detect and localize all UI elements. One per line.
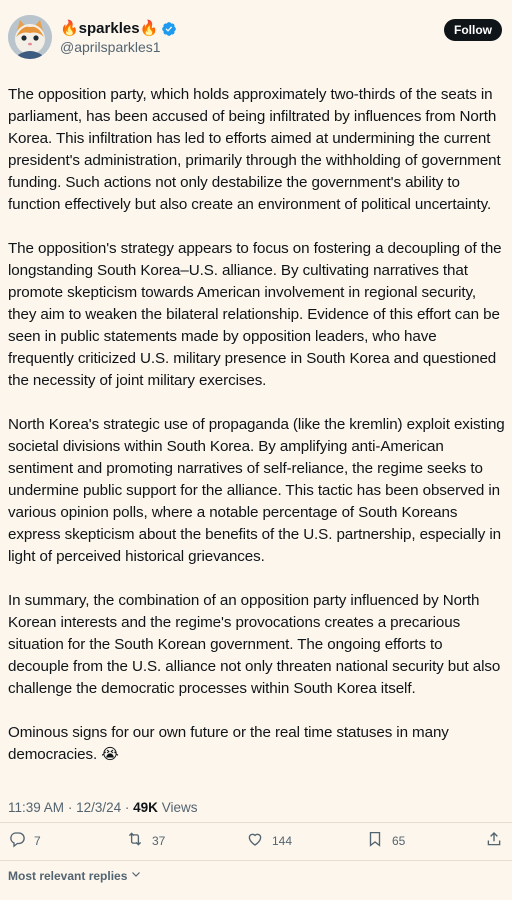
repost-icon — [126, 830, 144, 851]
tweet-text — [8, 84, 506, 788]
reply-sort-dropdown[interactable] — [8, 868, 142, 883]
follow-button[interactable]: Follow — [444, 19, 502, 41]
tweet-paragraph: Ominous signs for our own future or the real time statuses in many democracies. 😭 — [8, 724, 449, 763]
tweet-header — [0, 0, 512, 70]
share-button[interactable] — [485, 830, 503, 851]
divider — [0, 822, 512, 823]
tweet-date[interactable]: 12/3/24 — [76, 800, 122, 815]
reply-sort-label: Most relevant replies — [8, 868, 128, 883]
reply-icon — [8, 830, 26, 851]
divider — [0, 860, 512, 861]
author-name-row — [60, 19, 177, 39]
meta-separator: · — [124, 800, 130, 815]
reply-count: 7 — [34, 833, 41, 848]
views-count: 49K — [133, 800, 158, 815]
tweet-paragraph: In summary, the combination of an opposition party influenced by North Korean interests and the regime's provocations creates a precarious situation for the South Korean government. The ongoing efforts to decouple from the U.S. alliance not only threaten national security but also challenge the democratic processes within South Korea itself. — [8, 592, 501, 697]
action-bar — [0, 826, 512, 856]
display-name[interactable]: 🔥sparkles🔥 — [60, 20, 159, 37]
tweet-paragraph: The opposition's strategy appears to focus on fostering a decoupling of the longstanding South Korea–U.S. alliance. By cultivating narratives that promote skepticism towards American involvement in regional security, they aim to weaken the bilateral relationship. Evidence of this effort can be seen in public statements made by opposition leaders, who have frequently criticized U.S. military presence in South Korea and questioned the necessity of joint military exercises. — [8, 240, 502, 389]
views-label: Views — [161, 800, 198, 815]
tweet-time[interactable]: 11:39 AM — [8, 800, 65, 815]
share-icon — [485, 830, 503, 851]
bookmark-count: 65 — [392, 833, 406, 848]
tweet-paragraph: The opposition party, which holds approximately two-thirds of the seats in parliament, has been accused of being infiltrated by influences from North Korea. This infiltration has led to efforts aimed at undermining the current president's administration, primarily through the withholding of government funding. Such actions not only destabilize the government's ability to function effectively but also create an environment of political uncertainty. — [8, 86, 501, 213]
chevron-down-icon — [130, 868, 142, 883]
repost-button[interactable] — [126, 830, 165, 851]
tweet-meta — [8, 799, 197, 817]
tweet-paragraph: North Korea's strategic use of propaganda (like the kremlin) exploit existing societal divisions within South Korea. By amplifying anti-American sentiment and promoting narratives of self-reliance, the regime seeks to undermine public support for the alliance. This tactic has been observed in various opinion polls, where a notable percentage of South Koreans express skepticism about the benefits of the U.S. partnership, especially in light of perceived historical grievances. — [8, 416, 505, 565]
like-count: 144 — [272, 833, 293, 848]
bookmark-button[interactable] — [366, 830, 405, 851]
verified-badge-icon — [161, 21, 177, 37]
heart-icon — [246, 830, 264, 851]
avatar[interactable] — [8, 15, 52, 59]
reply-button[interactable] — [8, 830, 41, 851]
repost-count: 37 — [152, 833, 166, 848]
author-handle[interactable]: @aprilsparkles1 — [60, 39, 161, 55]
bookmark-icon — [366, 830, 384, 851]
like-button[interactable] — [246, 830, 292, 851]
meta-separator: · — [67, 800, 73, 815]
